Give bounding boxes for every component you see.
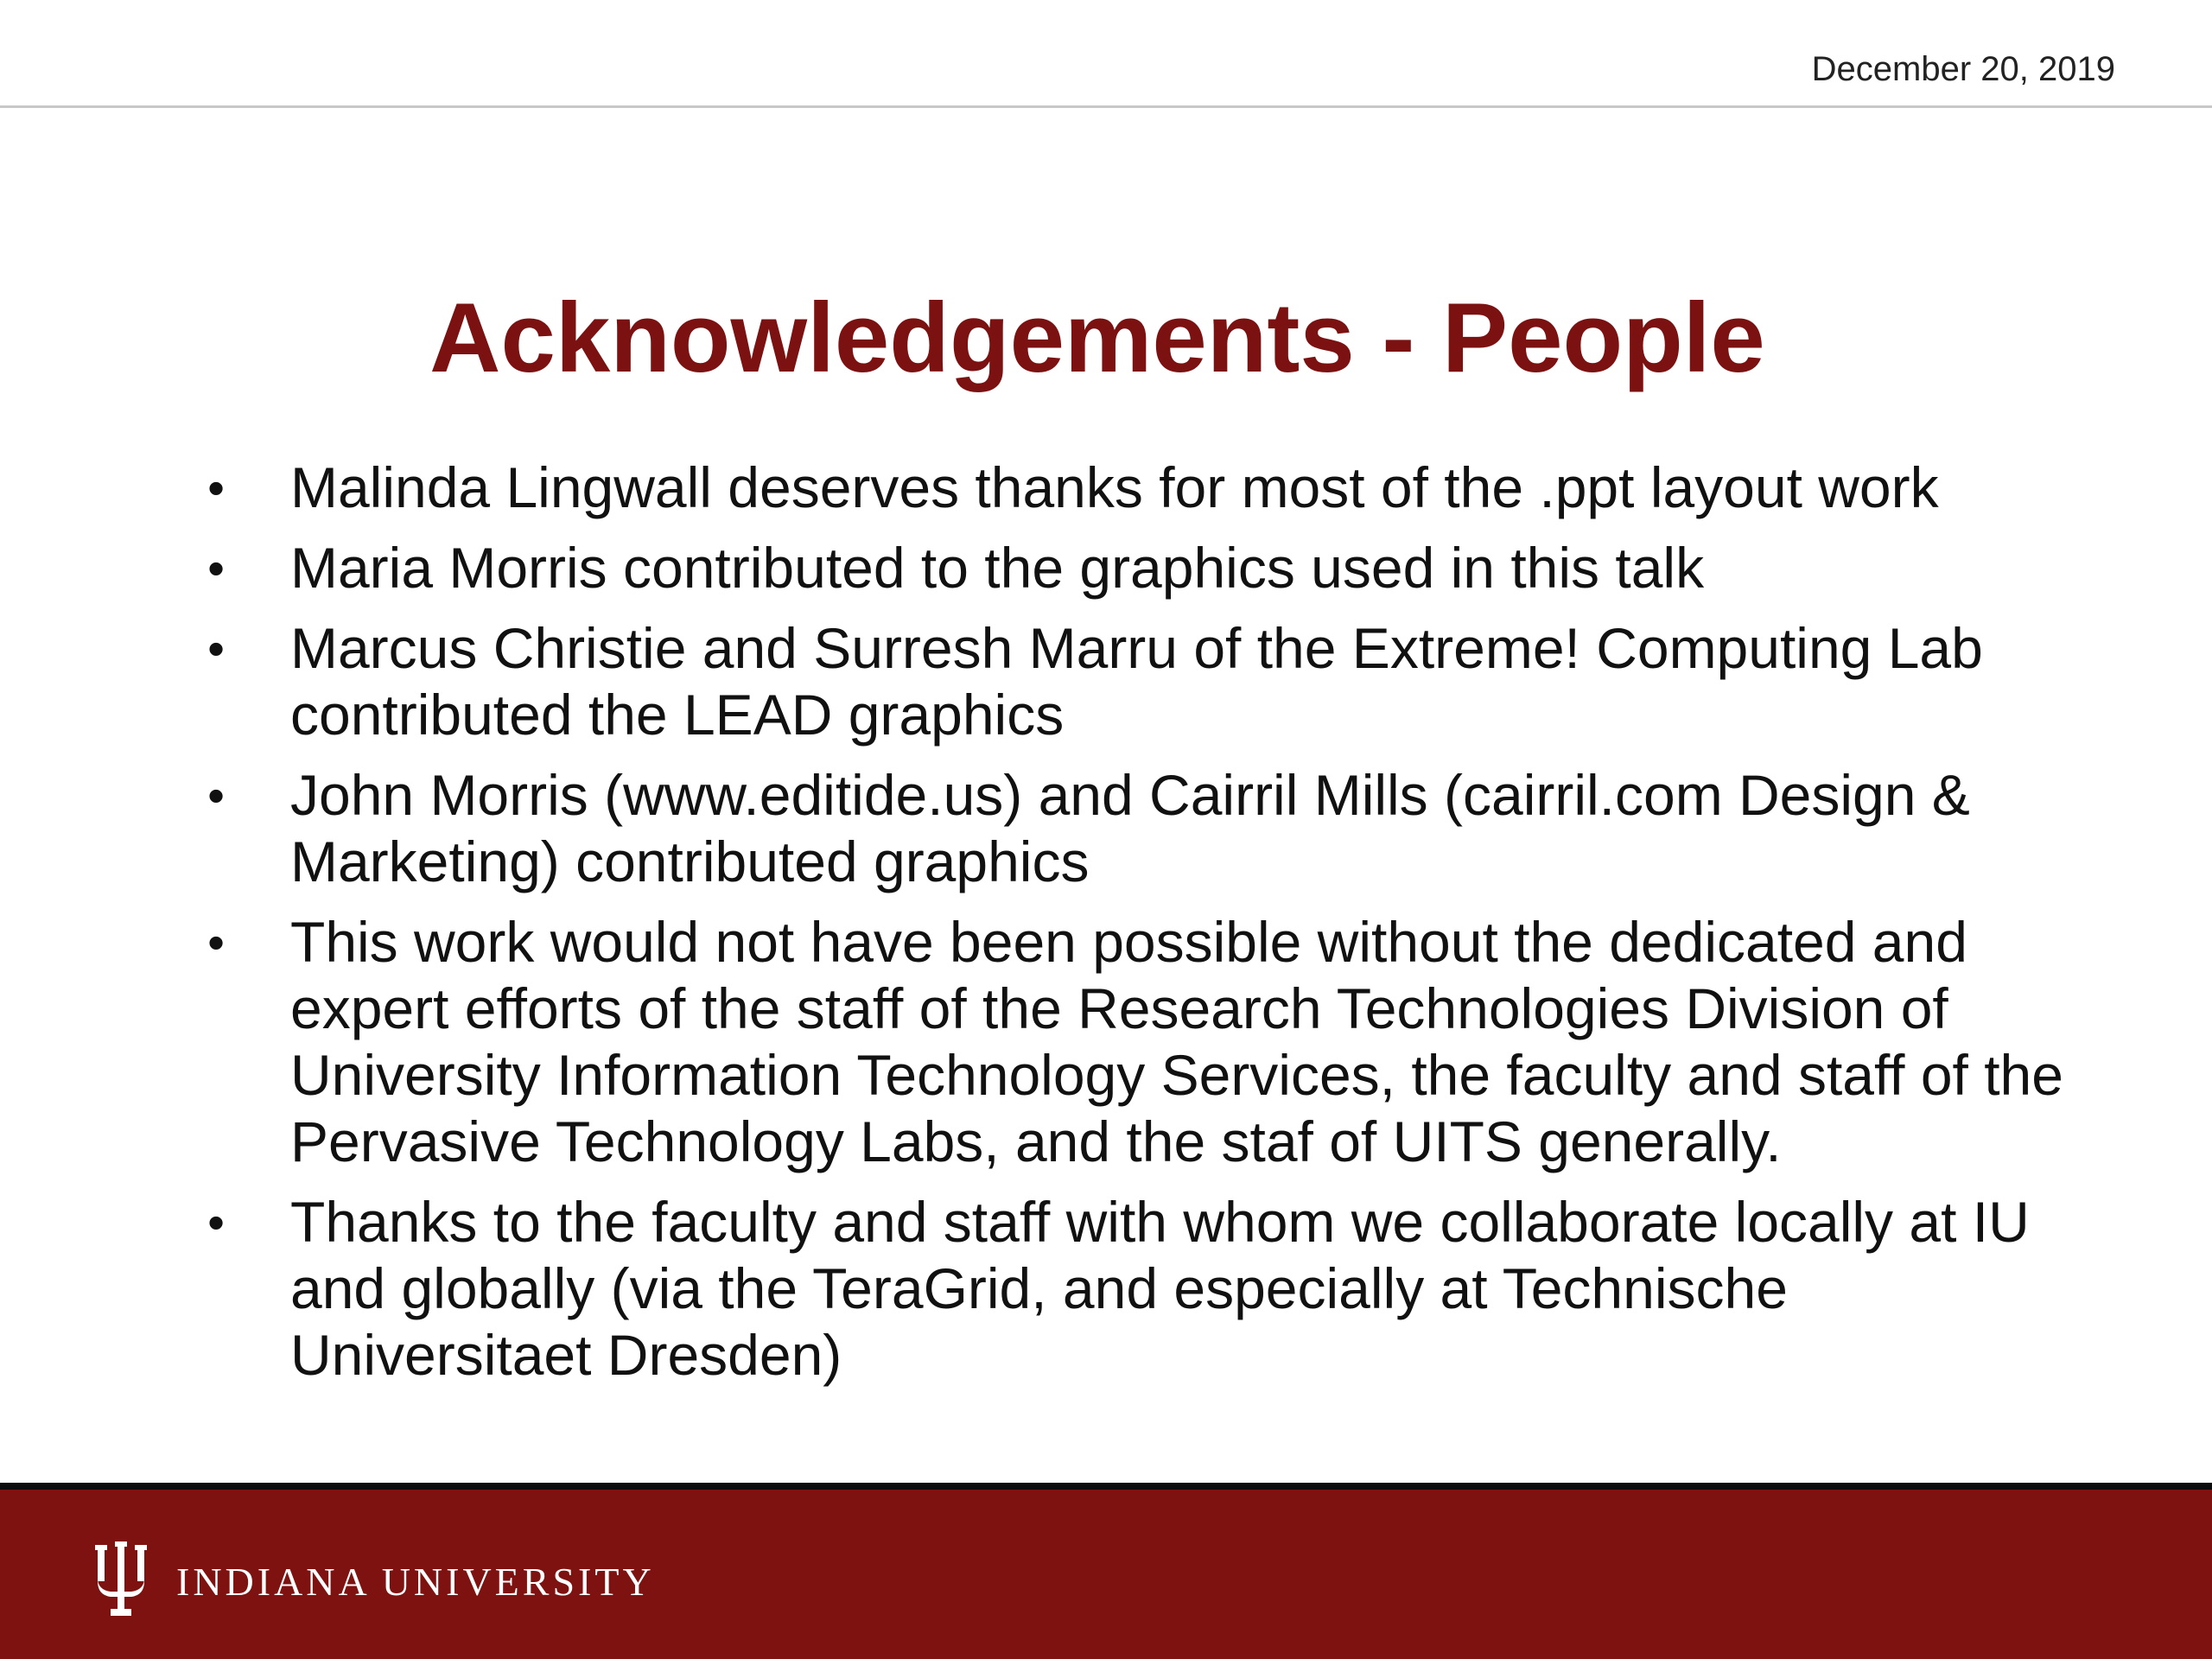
bullet-item xyxy=(199,454,2100,521)
iu-trident-icon xyxy=(90,1541,152,1621)
bullet-item xyxy=(199,615,2100,748)
bullet-item xyxy=(199,762,2100,895)
bullet-marker: • xyxy=(207,541,225,595)
university-logo xyxy=(90,1541,655,1621)
bullet-text: Malinda Lingwall deserves thanks for most of the .ppt layout work xyxy=(290,455,1939,519)
slide-title: Acknowledgements - People xyxy=(429,283,1765,393)
bullet-marker: • xyxy=(207,768,225,823)
bullet-marker: • xyxy=(207,621,225,676)
bullet-text: Maria Morris contributed to the graphics used in this talk xyxy=(290,536,1705,600)
bullet-list xyxy=(199,454,2100,1402)
bullet-text: This work would not have been possible without the dedicated and expert efforts of the staff of the Research Technologies Division of University Information Technology Services, the faculty and staff of the Pervasive Technology Labs, and the staf of UITS generally. xyxy=(290,910,2063,1173)
bullet-text: John Morris (www.editide.us) and Cairril Mills (cairril.com Design & Marketing) contributed graphics xyxy=(290,763,1970,893)
bullet-item xyxy=(199,909,2100,1175)
bullet-item xyxy=(199,1189,2100,1389)
bullet-item xyxy=(199,535,2100,601)
header-divider xyxy=(0,105,2212,108)
footer-bar xyxy=(0,1483,2212,1659)
university-name: INDIANA UNIVERSITY xyxy=(176,1559,655,1604)
bullet-text: Marcus Christie and Surresh Marru of the Extreme! Computing Lab contributed the LEAD graphics xyxy=(290,616,1983,747)
slide-date: December 20, 2019 xyxy=(1811,50,2115,88)
bullet-marker: • xyxy=(207,915,225,969)
bullet-text: Thanks to the faculty and staff with whom we collaborate locally at IU and globally (via the TeraGrid, and especially at Technische Universitaet Dresden) xyxy=(290,1190,2030,1387)
bullet-marker: • xyxy=(207,461,225,515)
bullet-marker: • xyxy=(207,1195,225,1249)
